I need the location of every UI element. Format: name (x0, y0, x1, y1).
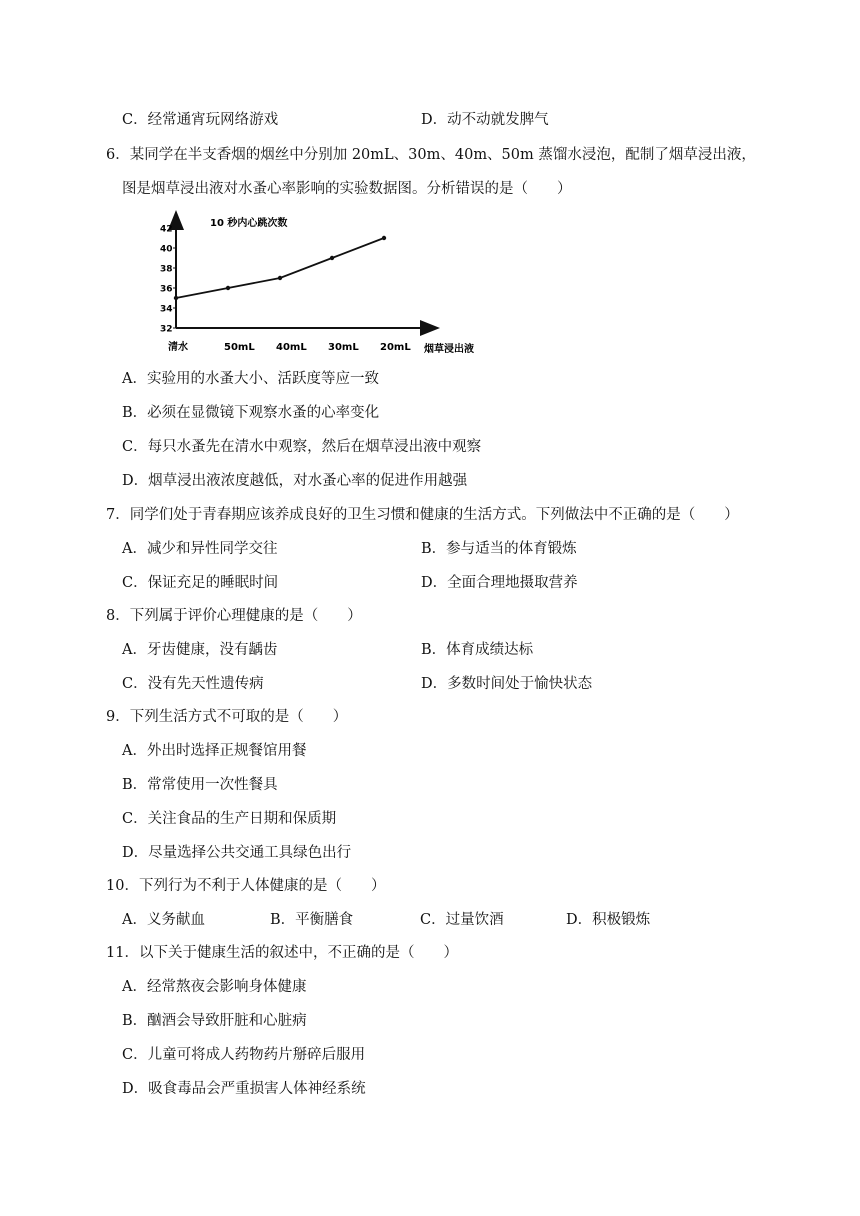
data-point (174, 296, 178, 300)
y-tick-label: 40 (160, 244, 173, 255)
x-axis-label: 烟草浸出液 (424, 344, 474, 355)
q9-stem: 9．下列生活方式不可取的是（ ） (106, 709, 348, 725)
x-tick-label: 20mL (380, 342, 411, 353)
y-ticks (160, 225, 176, 335)
q10-stem: 10．下列行为不利于人体健康的是（ ） (106, 878, 386, 894)
x-tick-label: 50mL (224, 342, 255, 353)
q10-option-a: A．义务献血 (122, 912, 205, 928)
q7-option-b: B．参与适当的体育锻炼 (421, 541, 577, 557)
q8-stem: 8．下列属于评价心理健康的是（ ） (106, 608, 362, 624)
y-tick-label: 38 (160, 264, 173, 275)
q10-option-c: C．过量饮酒 (420, 912, 504, 928)
series-line (176, 238, 384, 298)
chart-title: 10 秒内心跳次数 (210, 218, 288, 229)
q7-stem: 7．同学们处于青春期应该养成良好的卫生习惯和健康的生活方式。下列做法中不正确的是（ ） (106, 507, 739, 523)
q10-option-b: B．平衡膳食 (270, 912, 354, 928)
x-tick-label: 40mL (276, 342, 307, 353)
q5-option-d: D．动不动就发脾气 (421, 112, 549, 128)
y-tick-label: 42 (160, 224, 173, 235)
q8-option-d: D．多数时间处于愉快状态 (421, 676, 593, 692)
q6-option-d: D．烟草浸出液浓度越低，对水蚤心率的促进作用越强 (122, 473, 468, 489)
y-tick-label: 32 (160, 324, 173, 335)
q6-option-c: C．每只水蚤先在清水中观察，然后在烟草浸出液中观察 (122, 439, 482, 455)
q6-option-a: A．实验用的水蚤大小、活跃度等应一致 (122, 371, 379, 387)
q11-option-b: B．酗酒会导致肝脏和心脏病 (122, 1013, 307, 1029)
data-point (330, 256, 334, 260)
x-ticks (168, 340, 411, 353)
heart-rate-chart (160, 208, 508, 358)
y-tick-label: 34 (160, 304, 173, 315)
x-tick-label: 30mL (328, 342, 359, 353)
q11-option-c: C．儿童可将成人药物药片掰碎后服用 (122, 1047, 366, 1063)
data-point (382, 236, 386, 240)
q11-option-a: A．经常熬夜会影响身体健康 (122, 979, 307, 995)
q7-option-c: C．保证充足的睡眠时间 (122, 575, 279, 591)
q9-option-c: C．关注食品的生产日期和保质期 (122, 811, 337, 827)
q8-option-b: B．体育成绩达标 (421, 642, 534, 658)
y-tick-label: 36 (160, 284, 173, 295)
q9-option-a: A．外出时选择正规餐馆用餐 (122, 743, 307, 759)
q7-option-d: D．全面合理地摄取营养 (421, 575, 578, 591)
x-tick-label: 清水 (168, 342, 188, 353)
q10-option-d: D．积极锻炼 (566, 912, 651, 928)
q6-stem-line2: 图是烟草浸出液对水蚤心率影响的实验数据图。分析错误的是（ ） (122, 181, 572, 197)
q8-option-a: A．牙齿健康，没有龋齿 (122, 642, 278, 658)
q8-option-c: C．没有先天性遗传病 (122, 676, 264, 692)
q9-option-d: D．尽量选择公共交通工具绿色出行 (122, 845, 352, 861)
data-point (278, 276, 282, 280)
data-points (174, 236, 386, 300)
q7-option-a: A．减少和异性同学交往 (122, 541, 278, 557)
q5-option-c: C．经常通宵玩网络游戏 (122, 112, 279, 128)
q6-stem-line1: 6．某同学在半支香烟的烟丝中分别加 20mL、30m、40m、50m 蒸馏水浸泡，配制了烟草浸出液， (106, 147, 756, 163)
q6-option-b: B．必须在显微镜下观察水蚤的心率变化 (122, 405, 380, 421)
q9-option-b: B．常常使用一次性餐具 (122, 777, 278, 793)
q11-stem: 11．以下关于健康生活的叙述中，不正确的是（ ） (106, 945, 458, 961)
data-point (226, 286, 230, 290)
q11-option-d: D．吸食毒品会严重损害人体神经系统 (122, 1081, 366, 1097)
